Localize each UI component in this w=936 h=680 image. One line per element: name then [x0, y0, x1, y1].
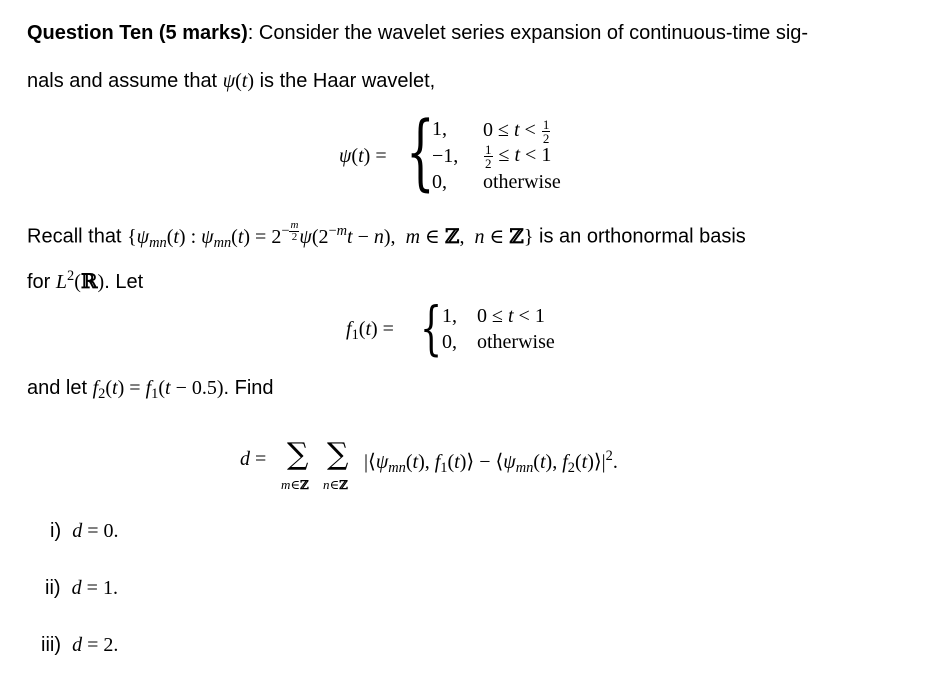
- and-let-line: [27, 377, 274, 403]
- f1-brace: {: [420, 294, 443, 362]
- f1-case-1-cond: 0 ≤ t < 1: [477, 305, 545, 327]
- f1-case-2-cond: otherwise: [477, 331, 555, 353]
- andlet-text-a: and let: [27, 377, 93, 399]
- psi-case-2-cond: $\frac{1}{2}$ ≤ t < 1: [485, 142, 552, 171]
- question-title: Question Ten (5 marks): [27, 22, 248, 44]
- psi-case-2-value: −1,: [432, 145, 459, 167]
- option-ii-label: ii): [45, 577, 61, 599]
- basis-set-expression: {$\psi_{mn}(t)$ : $\psi_{mn}(t) = 2^{- \frac{m}{2}}$ $\psi(2^{-m}t - n)$, m ∈ ℤ, n ∈ ℤ}: [127, 219, 534, 251]
- option-iii-label: iii): [41, 634, 61, 656]
- for-text-b: . Let: [104, 270, 144, 293]
- option-iii-expr: d = 2.: [72, 634, 119, 656]
- option-iii[interactable]: [41, 634, 118, 657]
- psi-case-1-cond: 0 ≤ t < $\frac{1}{2}$: [483, 117, 550, 146]
- d-summand: $|⟨\psi_{mn}(t)$, $f_1(t)⟩$ − $⟨\psi_{mn}(t)$, $f_2(t)⟩|^2$.: [364, 448, 618, 476]
- for-text-a: for: [27, 270, 56, 293]
- option-ii-expr: d = 1.: [71, 577, 118, 599]
- psi-lhs: ψ(t) =: [339, 145, 387, 167]
- intro-text-b2: is the Haar wavelet,: [254, 70, 436, 92]
- andlet-text-b: . Find: [223, 377, 274, 399]
- sum-over-n-symbol: ∑: [327, 437, 349, 472]
- intro-text-a: : Consider the wavelet series expansion of continuous-time sig-: [247, 22, 809, 44]
- sum-over-m-symbol: ∑: [287, 437, 309, 472]
- psi-brace: {: [406, 105, 435, 200]
- intro-text-b1: nals and assume that: [27, 70, 223, 92]
- question-intro-line-1: [27, 22, 808, 45]
- psi-inline: ψ(t): [222, 70, 255, 92]
- sum-over-n-index: n∈ℤ: [323, 477, 348, 492]
- option-i[interactable]: [50, 520, 119, 543]
- option-i-label: i): [50, 520, 62, 542]
- f1-case-2-value: 0,: [442, 331, 457, 353]
- f1-case-1-value: 1,: [442, 305, 457, 327]
- psi-case-1-value: 1,: [432, 118, 447, 140]
- recall-line: [27, 220, 746, 252]
- option-ii[interactable]: [45, 577, 118, 600]
- sum-over-m-index: m∈ℤ: [281, 477, 309, 492]
- psi-case-3-cond: otherwise: [483, 171, 561, 193]
- f2-definition-expression: $f_2(t) = f_1(t - 0.5)$: [92, 377, 224, 403]
- recall-text-b: is an orthonormal basis: [533, 225, 746, 248]
- l2-space-expression: $L^2(ℝ)$: [55, 268, 105, 293]
- question-intro-line-2: [27, 70, 435, 93]
- for-l2-line: [27, 268, 143, 294]
- option-i-expr: d = 0.: [72, 520, 119, 542]
- recall-text-a: Recall that: [27, 225, 128, 248]
- d-lhs: d =: [240, 448, 267, 470]
- psi-case-3-value: 0,: [432, 171, 447, 193]
- f1-lhs: $f_1(t)$ =: [346, 318, 394, 344]
